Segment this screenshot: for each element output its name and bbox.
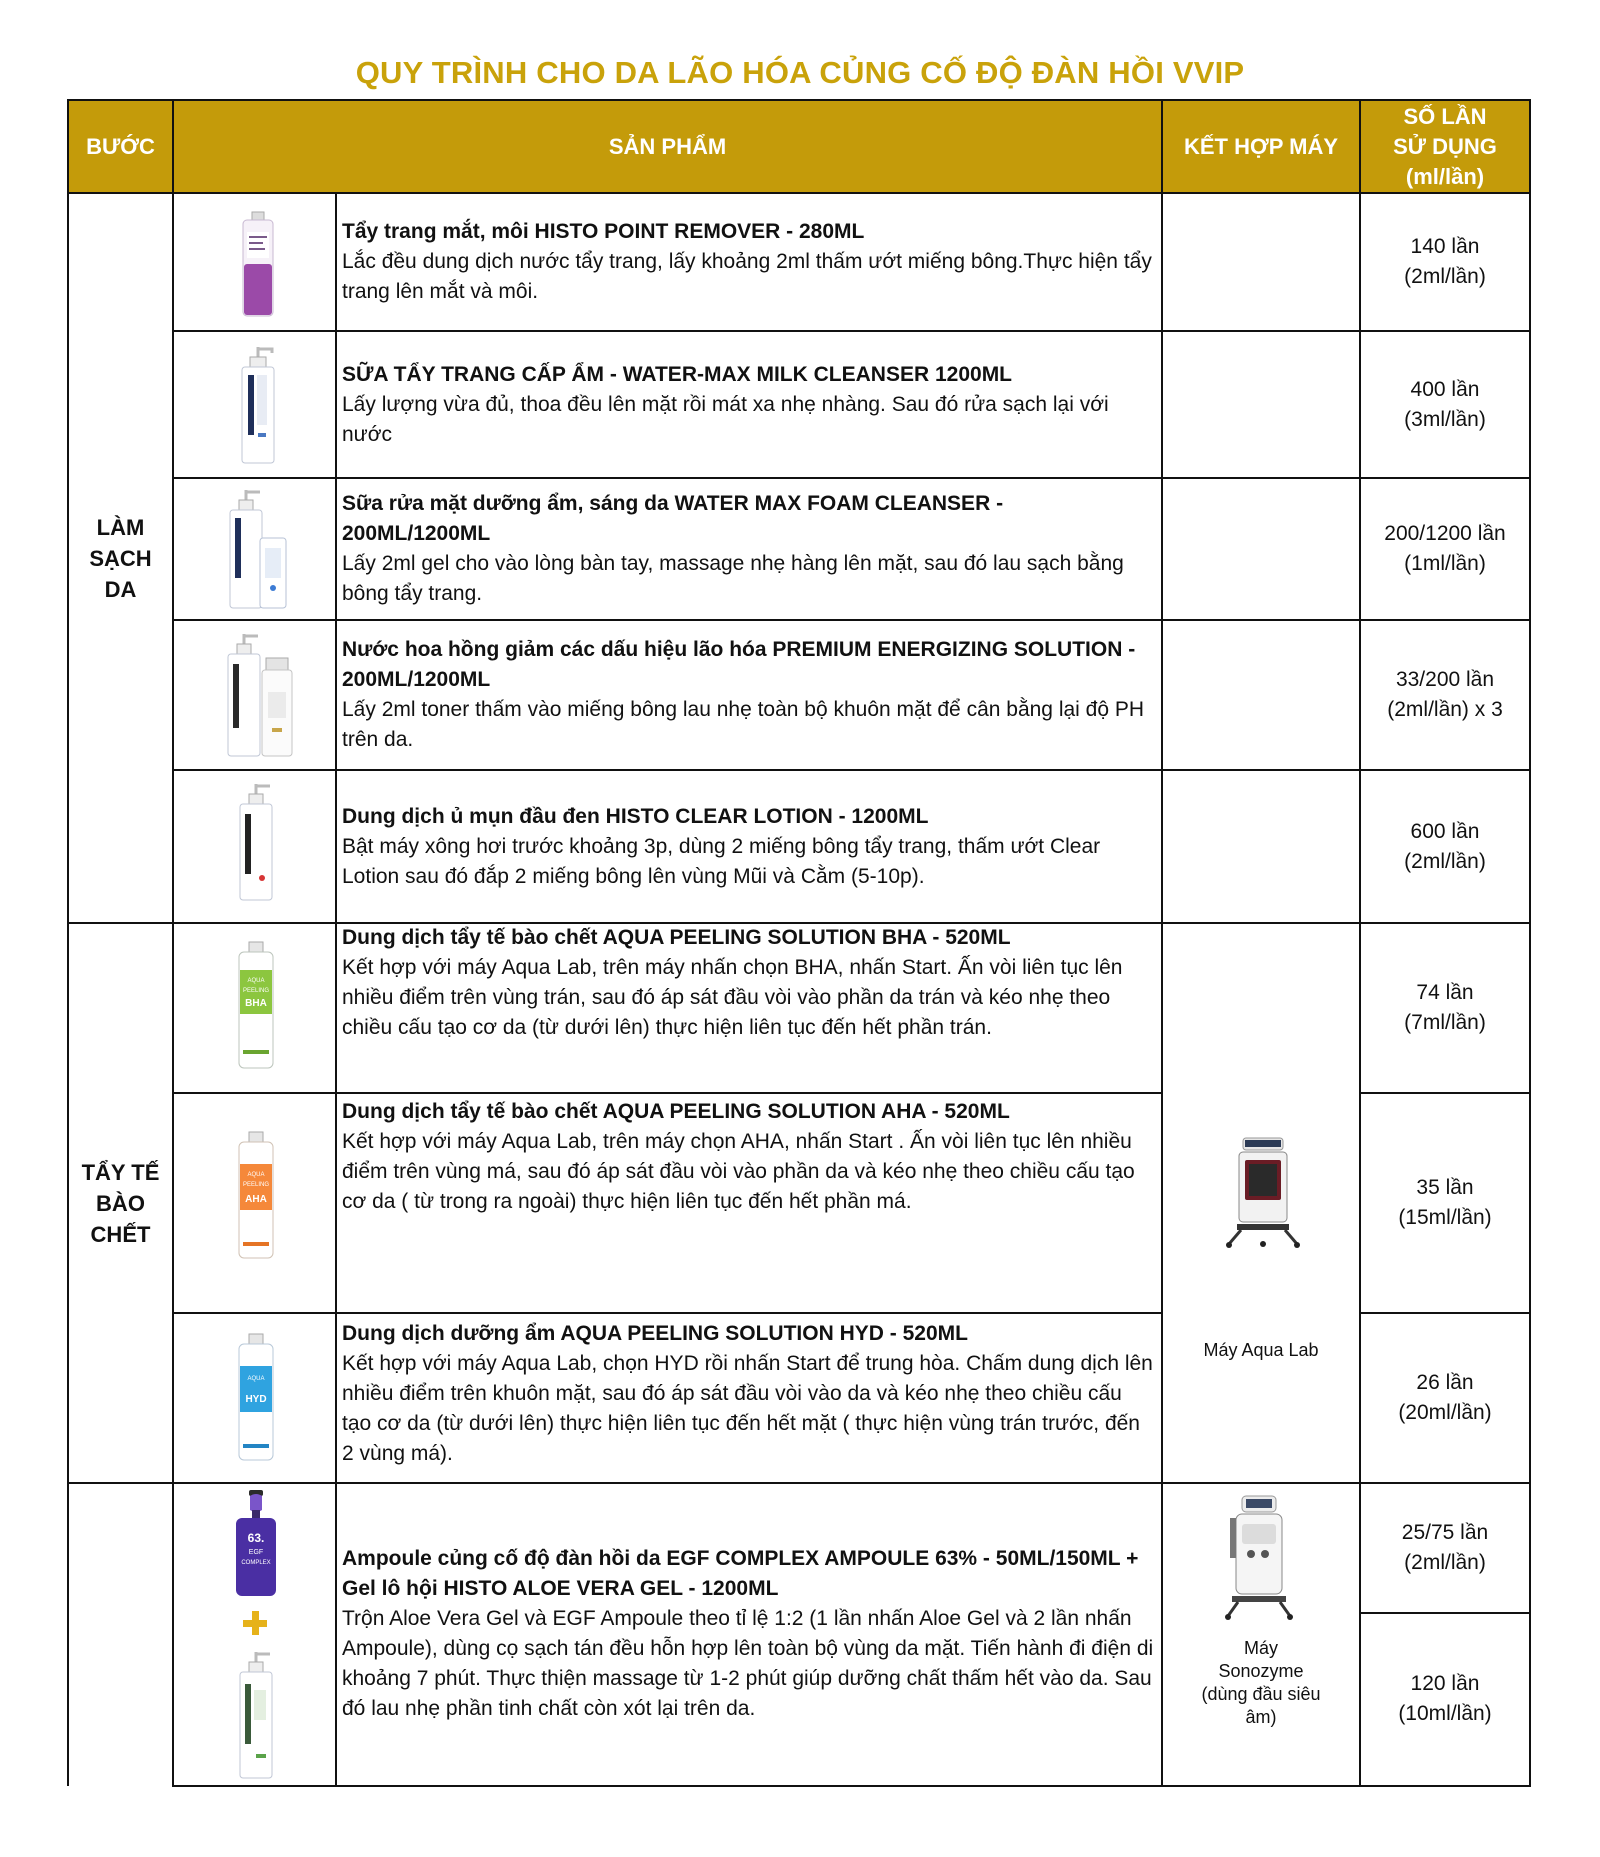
foam-cleanser-bottle-image: [220, 488, 294, 610]
product-name: SỮA TẨY TRANG CẤP ẨM - WATER-MAX MILK CLEANSER 1200ML: [342, 362, 1013, 386]
grid-line: [1359, 1612, 1531, 1614]
usage-amount: (2ml/lần): [1404, 849, 1486, 873]
step-exfoliation-line2: BÀO: [96, 1190, 145, 1216]
step-exfoliation: [68, 923, 173, 1483]
product-name: Ampoule củng cố độ đàn hồi da EGF COMPLEX AMPOULE 63% - 50ML/150ML + Gel lô hội HISTO ALOE VERA GEL - 1200ML: [342, 1547, 1139, 1600]
egf-label-line: COMPLEX: [241, 1560, 271, 1566]
aha-label-line: PEELING: [242, 1182, 270, 1188]
grid-line: [172, 1312, 1162, 1314]
product-row: [336, 1093, 1162, 1313]
grid-line: [67, 99, 1531, 101]
usage-cell: [1360, 1313, 1530, 1483]
header-machine: KẾT HỢP MÁY: [1162, 100, 1360, 193]
point-remover-bottle-image: [233, 210, 283, 318]
step-cleansing-line3: DA: [104, 576, 137, 602]
grid-line: [172, 330, 1531, 332]
usage-count: 400 lần: [1410, 377, 1480, 401]
usage-cell: [1360, 331, 1530, 478]
product-desc: Kết hợp với máy Aqua Lab, chọn HYD rồi nhấn Start để trung hòa. Chấm dung dịch lên nhiều điểm trên khuôn mặt, sau đó áp sát đầu vòi vào da và kéo nhẹ theo chiều cấu tạo cơ da (từ dưới lên) thực hiện liên tục đến hết mặt ( thực hiện vùng trán trước, đến 2 vùng má).: [342, 1352, 1153, 1465]
header-step: BƯỚC: [68, 100, 173, 193]
grid-line: [172, 619, 1531, 621]
product-name: Sữa rửa mặt dưỡng ẩm, sáng da WATER MAX FOAM CLEANSER - 200ML/1200ML: [342, 492, 1004, 545]
aha-label-line: AQUA: [247, 1172, 265, 1178]
bha-label-line: PEELING: [242, 988, 270, 994]
product-desc: Kết hợp với máy Aqua Lab, trên máy chọn AHA, nhấn Start . Ấn vòi liên tục lên nhiều điểm trên vùng má, sau đó áp sát đầu vòi vào phần da và kéo nhẹ theo chiều cấu tạo cơ da ( từ trong ra ngoài) thực hiện liên tục đến hết phần má.: [342, 1130, 1135, 1213]
usage-cell: [1360, 1483, 1530, 1613]
egf-label-line: 63.: [247, 1531, 265, 1545]
usage-amount: (20ml/lần): [1398, 1401, 1492, 1424]
grid-line: [67, 192, 1531, 194]
aha-bottle-image: [231, 1130, 281, 1260]
aha-label-line: AHA: [245, 1194, 267, 1205]
product-row: [336, 478, 1162, 620]
machine-sonozyme-line: Máy: [1243, 1637, 1278, 1658]
product-row: [336, 923, 1162, 1093]
product-desc: Lấy lượng vừa đủ, thoa đều lên mặt rồi mát xa nhẹ nhàng. Sau đó rửa sạch lại với nước: [342, 392, 1109, 446]
usage-count: 600 lần: [1410, 819, 1480, 843]
aloe-vera-gel-bottle-image: [228, 1650, 284, 1780]
hyd-label-line: HYD: [245, 1394, 267, 1405]
header-usage-line1: SỐ LẦN: [1403, 103, 1487, 129]
milk-cleanser-bottle-image: [228, 345, 288, 465]
hyd-label-line: AQUA: [247, 1376, 265, 1382]
usage-amount: (2ml/lần): [1404, 265, 1486, 288]
plus-icon: [240, 1608, 270, 1638]
page-title: QUY TRÌNH CHO DA LÃO HÓA CỦNG CỐ ĐỘ ĐÀN HỒI VVIP: [355, 55, 1245, 90]
grid-line: [335, 193, 337, 1786]
grid-line: [1359, 1092, 1531, 1094]
step-cleansing: [68, 193, 173, 923]
grid-line: [1529, 100, 1531, 1786]
grid-line: [1359, 1312, 1531, 1314]
step-exfoliation-line1: TẨY TẾ: [81, 1159, 160, 1185]
bha-bottle-image: [231, 940, 281, 1070]
product-row: [336, 620, 1162, 770]
product-row: [336, 331, 1162, 478]
machine-sonozyme-line: âm): [1245, 1706, 1277, 1727]
grid-line: [172, 477, 1531, 479]
header-product: SẢN PHẨM: [173, 100, 1162, 193]
product-desc: Lấy 2ml gel cho vào lòng bàn tay, massage nhẹ hàng lên mặt, sau đó lau sạch bằng bông tẩy trang.: [342, 552, 1124, 605]
machine-sonozyme: [1162, 1630, 1360, 1735]
product-row: [336, 1313, 1162, 1483]
grid-line: [67, 1482, 1531, 1484]
usage-count: 140 lần: [1410, 235, 1480, 258]
hyd-bottle-image: [231, 1332, 281, 1462]
grid-line: [1359, 100, 1361, 1786]
energizing-toner-bottle-image: [218, 632, 298, 758]
usage-count: 35 lần: [1416, 1176, 1474, 1199]
product-desc: Lắc đều dung dịch nước tẩy trang, lấy khoảng 2ml thấm ướt miếng bông.Thực hiện tẩy trang lên mắt và môi.: [342, 250, 1152, 303]
product-row: [336, 193, 1162, 331]
usage-cell: [1360, 620, 1530, 770]
usage-cell: [1360, 1613, 1530, 1785]
usage-count: 33/200 lần: [1395, 668, 1495, 691]
grid-line: [172, 769, 1531, 771]
grid-line: [1161, 100, 1163, 1786]
product-name: Dung dịch tẩy tế bào chết AQUA PEELING SOLUTION AHA - 520ML: [342, 1100, 1010, 1123]
usage-cell: [1360, 770, 1530, 923]
grid-line: [172, 1785, 1531, 1787]
product-desc: Kết hợp với máy Aqua Lab, trên máy nhấn chọn BHA, nhấn Start. Ấn vòi liên tục lên nhiều điểm trên vùng trán, sau đó áp sát đầu vòi vào phần da trán và kéo nhẹ theo chiều cấu tạo cơ da (từ dưới lên) thực hiện liên tục đến hết phần trán.: [342, 956, 1123, 1039]
header-usage: [1360, 100, 1530, 193]
product-row: [336, 1483, 1162, 1785]
usage-count: 74 lần: [1416, 981, 1474, 1004]
machine-sonozyme-line: (dùng đầu siêu: [1201, 1683, 1321, 1704]
step-exfoliation-line3: CHẾT: [90, 1221, 151, 1247]
grid-line: [172, 1092, 1162, 1094]
step-cleansing-line2: SẠCH: [89, 545, 152, 571]
usage-amount: (15ml/lần): [1398, 1206, 1492, 1229]
product-row: [336, 770, 1162, 923]
usage-amount: (7ml/lần): [1404, 1011, 1486, 1034]
egf-ampoule-bottle-image: [226, 1488, 286, 1598]
usage-cell: [1360, 923, 1530, 1093]
grid-line: [67, 922, 1531, 924]
usage-amount: (2ml/lần): [1404, 1551, 1486, 1574]
product-desc: Trộn Aloe Vera Gel và EGF Ampoule theo tỉ lệ 1:2 (1 lần nhấn Aloe Gel và 2 lần nhấn Ampoule), dùng cọ sạch tán đều hỗn hợp lên toàn bộ vùng da mặt. Tiến hành đi điện di khoảng 7 phút. Thực thiện massage từ 1-2 phút giúp dưỡng chất thấm hết vào da. Sau đó lau nhẹ phần tinh chất còn xót lại trên da.: [342, 1607, 1154, 1720]
aqua-lab-machine-image: [1223, 1130, 1303, 1250]
product-desc: Bật máy xông hơi trước khoảng 3p, dùng 2 miếng bông tẩy trang, thấm ướt Clear Lotion sau đó đắp 2 miếng bông lên vùng Mũi và Cằm (5-10p).: [342, 834, 1101, 888]
usage-amount: (2ml/lần) x 3: [1387, 698, 1503, 721]
usage-count: 26 lần: [1416, 1371, 1474, 1394]
usage-count: 25/75 lần: [1401, 1521, 1489, 1544]
clear-lotion-bottle-image: [228, 782, 284, 902]
product-name: Dung dịch tẩy tế bào chết AQUA PEELING SOLUTION BHA - 520ML: [342, 926, 1011, 949]
usage-cell: [1360, 193, 1530, 331]
usage-amount: (10ml/lần): [1398, 1702, 1492, 1725]
sonozyme-machine-image: [1218, 1492, 1298, 1622]
product-name: Dung dịch ủ mụn đầu đen HISTO CLEAR LOTION - 1200ML: [342, 804, 929, 828]
usage-cell: [1360, 1093, 1530, 1313]
egf-label-line: EGF: [248, 1549, 264, 1556]
product-name: Nước hoa hồng giảm các dấu hiệu lão hóa PREMIUM ENERGIZING SOLUTION - 200ML/1200ML: [342, 638, 1136, 691]
usage-count: 200/1200 lần: [1384, 522, 1506, 545]
usage-cell: [1360, 478, 1530, 620]
header-usage-line3: (ml/lần): [1405, 163, 1485, 189]
bha-label-line: BHA: [245, 998, 267, 1009]
machine-aqua-lab: [1162, 1320, 1360, 1380]
usage-count: 120 lần: [1410, 1672, 1480, 1695]
bha-label-line: AQUA: [247, 978, 265, 984]
header-usage-line2: SỬ DỤNG: [1393, 133, 1497, 159]
machine-aqua-lab-label: Máy Aqua Lab: [1203, 1339, 1319, 1360]
usage-amount: (1ml/lần): [1404, 552, 1486, 575]
grid-line: [67, 100, 69, 1786]
usage-amount: (3ml/lần): [1404, 407, 1486, 431]
product-name: Dung dịch dưỡng ẩm AQUA PEELING SOLUTION HYD - 520ML: [342, 1322, 968, 1345]
machine-sonozyme-line: Sonozyme: [1218, 1660, 1304, 1681]
product-desc: Lấy 2ml toner thấm vào miếng bông lau nhẹ toàn bộ khuôn mặt để cân bằng lại độ PH trên da.: [342, 698, 1145, 751]
product-name: Tẩy trang mắt, môi HISTO POINT REMOVER - 280ML: [342, 220, 865, 243]
step-cleansing-line1: LÀM: [96, 514, 145, 540]
grid-line: [172, 100, 174, 1786]
